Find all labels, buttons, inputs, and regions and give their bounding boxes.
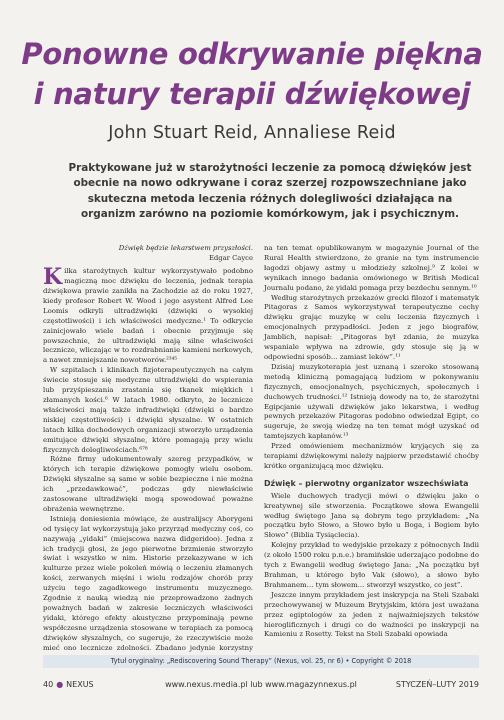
paragraph: Według starożytnych przekazów grecki filozof i matematyk Pitagoras z Samos wykorzystywał terapeutyczne cechy dźwięku grając muzykę w celu leczenia fizycznych i emocjonalnych przypadłości. Jeden z jego biografów, Jamblich, napisał: „Pitagoras był zdania, że muzyka wspaniale wpływa na zdrowie, gdy stosuje się ją w odpowiedni sposób… zamiast leków”.¹¹ (264, 293, 479, 361)
drop-cap: K (43, 264, 63, 291)
article-lead: Praktykowane już w starożytności leczenie za pomocą dźwięków jest obecnie na nowo odkrywane i coraz szerzej rozpowszechniane jako skuteczna metoda leczenia różnych dolegliwości działająca na organizm zarówno na poziomie komórkowym, jak i psychicznym. (68, 162, 472, 221)
title-line-1: Ponowne odkrywanie piękna (21, 37, 483, 71)
paragraph: Różne firmy udokumentowały szereg przypadków, w których ich terapie dźwiękowe pomogły wielu osobom. Dźwięki słyszalne są same w sobie bezpieczne i nie można ich „przedawkować”, podczas gdy niewłaściwie zastosowane ultradźwięki mogą spowodować poważne obrażenia wewnętrzne. (43, 455, 253, 513)
footer-urls: www.nexus.media.pl lub www.magazynnexus.pl (165, 680, 357, 689)
section-heading: Dźwięk – pierwotny organizator wszechświata (264, 478, 469, 488)
article-title (18, 34, 486, 114)
page-footer (43, 678, 479, 692)
bullet-icon: ● (56, 680, 64, 689)
paragraph: Przed omówieniem mechanizmów kryjących się za terapiami dźwiękowymi należy najpierw przedstawić choćby krótko organizującą moc dźwięku. (264, 442, 479, 470)
issue-date: STYCZEŃ–LUTY 2019 (395, 680, 479, 689)
paragraph: Jeszcze innym przykładem jest inskrypcja na Steli Szabaki przechowywanej w Muzeum Brytyjskim, która jest uważana przez egiptologów za jeden z najważniejszych tekstów hieroglificznych i drugi co do ważności po inskrypcji na Kamieniu z Rosetty. Tekst na Steli Szabaki opowiada (264, 590, 479, 639)
page-number: 40 (43, 680, 54, 689)
paragraph (43, 264, 253, 366)
paragraph: na ten temat opublikowanym w magazynie Journal of the Rural Health stwierdzono, że granie na tym instrumencie łagodzi objawy astmy u młodzieży szkolnej.⁹ Z kolei w wynikach innego badania omówionego w British Medical Journalu podano, że yidaki pomaga przy bezdechu sennym.¹⁰ (264, 244, 479, 292)
paragraph: Istnieją doniesienia mówiące, że australijscy Aborygeni od tysięcy lat wykorzystują jako przyrząd medyczny coś, co nazywają „yidaki” (miejscowa nazwa didgeridoo). Jedna z ich tradycji głosi, że jego pierwotne brzmienie stworzyło świat i wszystko w nim. Historie przekazywane w ich kulturze przez wiele pokoleń mówią o leczeniu złamanych kości, zerwanych mięśni i wielu rodzajów chorób przy użyciu tego zagadkowego instrumentu muzycznego. Zgodnie z nauką wiedzą nie przeprowadzono żadnych poważnych badań w zakresie leczniczych właściwości yidaki, którego efekty akustyczne przypominają pewne współczesne urządzenia stosowane w terapiach za pomocą dźwięków słyszalnych, co sugeruje, że rzeczywiście może mieć ono lecznicze zdolności. Zbadano jedynie korzystny (43, 514, 253, 652)
paragraph: Wiele duchowych tradycji mówi o dźwięku jako o kreatywnej sile stworzenia. Początkowe słowa Ewangelii według świętego Jana są dobrym tego przykładem: „Na początku było Słowo, a Słowo było u Boga, i Bogiem było Słowo” (Biblia Tysiąclecia). (264, 491, 479, 540)
title-line-2: i natury terapii dźwiękowej (33, 77, 471, 111)
right-column (264, 244, 479, 640)
paragraph: W szpitalach i klinikach fizjoterapeutycznych na całym świecie stosuje się medyczne ultradźwięki do wspierania lub przyśpieszania zrastania się tkanek miękkich i złamanych kości.⁶ W latach 1980. odkryto, że lecznicze właściwości mają także infradźwięki (dźwięki o bardzo niskiej częstotliwości) i dźwięki słyszalne. W ostatnich latach kilka dochodowych organizacji stworzyło urządzenia emitujące dźwięki słyszalne, które pomagają przy wielu fizycznych dolegliwościach.⁶⁷⁸ (43, 366, 253, 454)
original-title-credit: Tytuł oryginalny: „Rediscovering Sound Therapy” (Nexus, vol. 25, nr 6) • Copyright © 2018 (43, 655, 479, 668)
article-authors: John Stuart Reid, Annaliese Reid (108, 123, 396, 143)
paragraph-text: ilka starożytnych kultur wykorzystywało podobno magiczną moc dźwięku do leczenia, jednak terapia dźwiękowa prawie zanikła na Zachodzie aż do roku 1927, kiedy profesor Robert W. Wood i jego asystent Alfred Lee Loomis odkryli ultradźwięki (dźwięki o wysokiej częstotliwości) i ich właściwości medyczne.¹ To odkrycie zainicjowało wiele badań i obecnie przyjmuje się powszechnie, że ultradźwięki mają silne właściwości lecznicze, wliczając w to rozdrabnianie kamieni nerkowych, a nawet zmniejszanie nowotworów.²³⁴⁵ (43, 267, 253, 365)
magazine-name: NEXUS (66, 680, 94, 689)
paragraph: Kolejny przykład to wedyjskie przekazy z północnych Indii (z około 1500 roku p.n.e.) bramińskie uderzająco podobne do tych z Ewangelii według świętego Jana: „Na początku był Brahman, u którego było Vak (słowo), a słowo było Brahmanem… tym słowem… stworzył wszystko, co jest”. (264, 541, 479, 589)
left-column (43, 244, 253, 663)
epigraph-author: Edgar Cayce (208, 253, 253, 262)
paragraph: Dzisiaj muzykoterapia jest uznaną i szeroko stosowaną metodą kliniczną pomagającą ludziom w pokonywaniu fizycznych, emocjonalnych, psychicznych, społecznych i duchowych trudności.¹² Istnieją dowody na to, że starożytni Egipcjanie używali dźwięków jako lekarstwa, i według pewnych przekazów Pitagoras podobno odwiedzał Egipt, co sugeruje, że swoją wiedzę na ten temat mógł uzyskać od tamtejszych kapłanów.¹³ (264, 362, 479, 441)
epigraph-quote: Dźwięk będzie lekarstwem przyszłości. (118, 244, 253, 252)
